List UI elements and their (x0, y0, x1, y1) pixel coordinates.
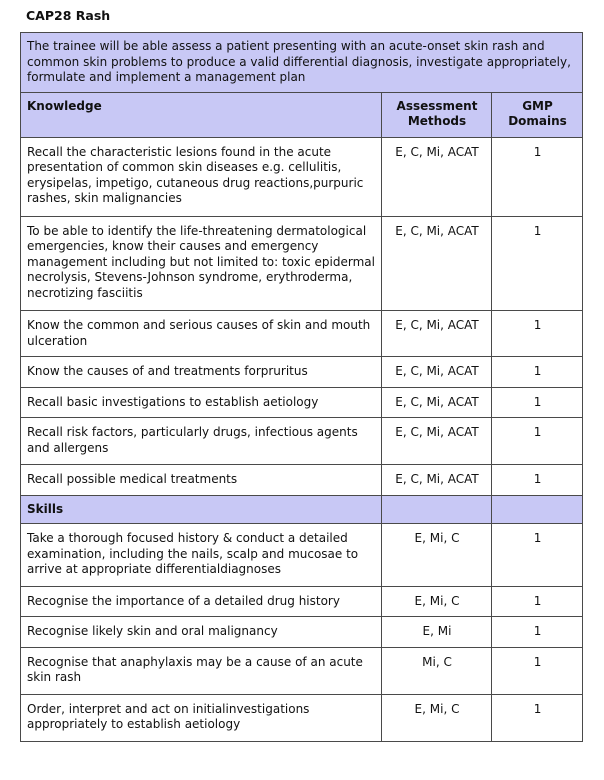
knowledge-row (21, 357, 583, 388)
competency-table (20, 32, 583, 742)
assessment-header: Assessment Methods (382, 92, 492, 137)
knowledge-header: Knowledge (21, 92, 382, 137)
assessment-methods: Mi, C (382, 647, 492, 694)
assessment-methods: E, Mi, C (382, 694, 492, 741)
assessment-methods: E, C, Mi, ACAT (382, 137, 492, 216)
gmp-domain: 1 (492, 311, 583, 357)
assessment-methods: E, Mi (382, 617, 492, 648)
knowledge-row (21, 387, 583, 418)
competency-text: Know the common and serious causes of skin and mouth ulceration (21, 311, 382, 357)
skills-row (21, 694, 583, 741)
page-title: CAP28 Rash (26, 8, 111, 23)
competency-text: Recall possible medical treatments (21, 465, 382, 496)
skills-header: Skills (21, 495, 382, 524)
skills-row (21, 524, 583, 587)
gmp-domain: 1 (492, 617, 583, 648)
skills-header-empty (382, 495, 492, 524)
intro-text: The trainee will be able assess a patient presenting with an acute-onset skin rash and common skin problems to produce a valid differential diagnosis, investigate appropriately, formulate and implement a management plan (21, 33, 583, 93)
gmp-domain: 1 (492, 418, 583, 465)
assessment-methods: E, C, Mi, ACAT (382, 357, 492, 388)
gmp-domain: 1 (492, 357, 583, 388)
skills-row (21, 647, 583, 694)
competency-text: Recognise the importance of a detailed drug history (21, 586, 382, 617)
gmp-domain: 1 (492, 137, 583, 216)
skills-row (21, 617, 583, 648)
competency-text: Recall basic investigations to establish aetiology (21, 387, 382, 418)
competency-text: Recognise that anaphylaxis may be a cause of an acute skin rash (21, 647, 382, 694)
header-row (21, 92, 583, 137)
assessment-methods: E, Mi, C (382, 586, 492, 617)
assessment-methods: E, C, Mi, ACAT (382, 216, 492, 311)
gmp-domain: 1 (492, 216, 583, 311)
competency-text: Recall the characteristic lesions found in the acute presentation of common skin diseases e.g. cellulitis, erysipelas, impetigo, cutaneous drug reactions,purpuric rashes, skin malignancies (21, 137, 382, 216)
competency-text: Take a thorough focused history & conduct a detailed examination, including the nails, scalp and mucosae to arrive at appropriate differentialdiagnoses (21, 524, 382, 587)
gmp-domain: 1 (492, 694, 583, 741)
knowledge-row (21, 418, 583, 465)
gmp-header: GMP Domains (492, 92, 583, 137)
knowledge-row (21, 137, 583, 216)
gmp-domain: 1 (492, 465, 583, 496)
gmp-domain: 1 (492, 647, 583, 694)
competency-text: Recognise likely skin and oral malignancy (21, 617, 382, 648)
gmp-domain: 1 (492, 586, 583, 617)
skills-row (21, 586, 583, 617)
competency-text: To be able to identify the life-threatening dermatological emergencies, know their causes and emergency management including but not limited to: toxic epidermal necrolysis, Stevens-Johnson syndrome, erythroderma, necrotizing fasciitis (21, 216, 382, 311)
competency-text: Recall risk factors, particularly drugs, infectious agents and allergens (21, 418, 382, 465)
assessment-methods: E, C, Mi, ACAT (382, 465, 492, 496)
skills-header-row (21, 495, 583, 524)
knowledge-row (21, 311, 583, 357)
assessment-methods: E, C, Mi, ACAT (382, 418, 492, 465)
assessment-methods: E, C, Mi, ACAT (382, 387, 492, 418)
knowledge-row (21, 216, 583, 311)
assessment-methods: E, Mi, C (382, 524, 492, 587)
gmp-domain: 1 (492, 524, 583, 587)
skills-header-empty (492, 495, 583, 524)
intro-row (21, 33, 583, 93)
competency-text: Know the causes of and treatments forpruritus (21, 357, 382, 388)
assessment-methods: E, C, Mi, ACAT (382, 311, 492, 357)
knowledge-row (21, 465, 583, 496)
gmp-domain: 1 (492, 387, 583, 418)
competency-text: Order, interpret and act on initialinvestigations appropriately to establish aetiology (21, 694, 382, 741)
